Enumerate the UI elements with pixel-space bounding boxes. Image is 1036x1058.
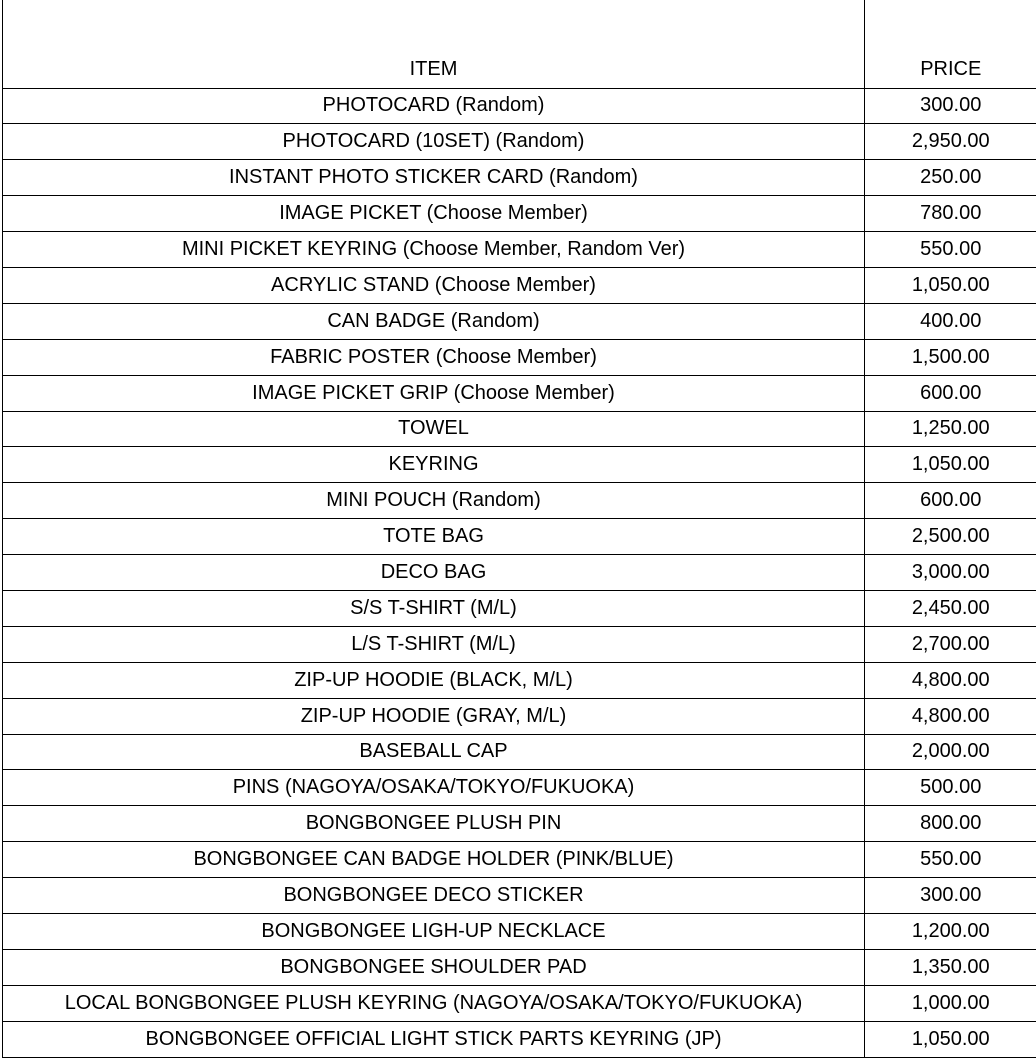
price-cell[interactable]: 1,200.00: [865, 913, 1036, 949]
table-row: [3, 411, 1036, 447]
price-cell[interactable]: 550.00: [865, 232, 1036, 268]
item-cell[interactable]: MINI POUCH (Random): [3, 483, 865, 519]
item-cell[interactable]: TOWEL: [3, 411, 865, 447]
item-cell[interactable]: BASEBALL CAP: [3, 734, 865, 770]
price-cell[interactable]: 300.00: [865, 88, 1036, 124]
price-cell[interactable]: 1,500.00: [865, 339, 1036, 375]
price-cell[interactable]: 1,050.00: [865, 1021, 1036, 1057]
table-row: [3, 842, 1036, 878]
table-row: [3, 303, 1036, 339]
item-cell[interactable]: ACRYLIC STAND (Choose Member): [3, 267, 865, 303]
price-cell[interactable]: 1,050.00: [865, 447, 1036, 483]
table-row: [3, 590, 1036, 626]
table-row: [3, 483, 1036, 519]
price-table: [2, 0, 1036, 1058]
table-row: [3, 124, 1036, 160]
item-cell[interactable]: ZIP-UP HOODIE (BLACK, M/L): [3, 662, 865, 698]
table-row: [3, 447, 1036, 483]
price-column-header[interactable]: PRICE: [865, 0, 1036, 88]
price-cell[interactable]: 2,500.00: [865, 519, 1036, 555]
price-cell[interactable]: 1,350.00: [865, 949, 1036, 985]
item-cell[interactable]: IMAGE PICKET GRIP (Choose Member): [3, 375, 865, 411]
table-row: [3, 1021, 1036, 1057]
item-cell[interactable]: FABRIC POSTER (Choose Member): [3, 339, 865, 375]
item-cell[interactable]: BONGBONGEE CAN BADGE HOLDER (PINK/BLUE): [3, 842, 865, 878]
table-body: [3, 88, 1036, 1057]
item-cell[interactable]: PHOTOCARD (10SET) (Random): [3, 124, 865, 160]
price-cell[interactable]: 1,250.00: [865, 411, 1036, 447]
price-cell[interactable]: 500.00: [865, 770, 1036, 806]
item-cell[interactable]: TOTE BAG: [3, 519, 865, 555]
table-row: [3, 267, 1036, 303]
price-cell[interactable]: 2,000.00: [865, 734, 1036, 770]
item-cell[interactable]: IMAGE PICKET (Choose Member): [3, 196, 865, 232]
price-cell[interactable]: 2,700.00: [865, 626, 1036, 662]
item-cell[interactable]: BONGBONGEE PLUSH PIN: [3, 806, 865, 842]
table-row: [3, 698, 1036, 734]
price-cell[interactable]: 1,050.00: [865, 267, 1036, 303]
table-row: [3, 160, 1036, 196]
price-cell[interactable]: 1,000.00: [865, 985, 1036, 1021]
table-row: [3, 555, 1036, 591]
table-row: [3, 734, 1036, 770]
item-cell[interactable]: PINS (NAGOYA/OSAKA/TOKYO/FUKUOKA): [3, 770, 865, 806]
price-cell[interactable]: 550.00: [865, 842, 1036, 878]
table-row: [3, 913, 1036, 949]
table-row: [3, 949, 1036, 985]
table-row: [3, 232, 1036, 268]
item-cell[interactable]: MINI PICKET KEYRING (Choose Member, Random Ver): [3, 232, 865, 268]
price-cell[interactable]: 4,800.00: [865, 662, 1036, 698]
item-cell[interactable]: DECO BAG: [3, 555, 865, 591]
table-row: [3, 806, 1036, 842]
price-cell[interactable]: 400.00: [865, 303, 1036, 339]
item-cell[interactable]: BONGBONGEE SHOULDER PAD: [3, 949, 865, 985]
item-cell[interactable]: KEYRING: [3, 447, 865, 483]
item-cell[interactable]: CAN BADGE (Random): [3, 303, 865, 339]
price-cell[interactable]: 800.00: [865, 806, 1036, 842]
price-cell[interactable]: 300.00: [865, 878, 1036, 914]
price-cell[interactable]: 4,800.00: [865, 698, 1036, 734]
table-row: [3, 662, 1036, 698]
item-cell[interactable]: ZIP-UP HOODIE (GRAY, M/L): [3, 698, 865, 734]
price-cell[interactable]: 2,950.00: [865, 124, 1036, 160]
item-cell[interactable]: BONGBONGEE LIGH-UP NECKLACE: [3, 913, 865, 949]
item-cell[interactable]: LOCAL BONGBONGEE PLUSH KEYRING (NAGOYA/OSAKA/TOKYO/FUKUOKA): [3, 985, 865, 1021]
price-cell[interactable]: 600.00: [865, 483, 1036, 519]
table-row: [3, 196, 1036, 232]
table-row: [3, 375, 1036, 411]
item-cell[interactable]: BONGBONGEE DECO STICKER: [3, 878, 865, 914]
header-row: [3, 0, 1036, 88]
price-cell[interactable]: 3,000.00: [865, 555, 1036, 591]
price-cell[interactable]: 250.00: [865, 160, 1036, 196]
table-row: [3, 985, 1036, 1021]
table-row: [3, 626, 1036, 662]
item-cell[interactable]: BONGBONGEE OFFICIAL LIGHT STICK PARTS KEYRING (JP): [3, 1021, 865, 1057]
item-cell[interactable]: INSTANT PHOTO STICKER CARD (Random): [3, 160, 865, 196]
table-row: [3, 339, 1036, 375]
table-row: [3, 88, 1036, 124]
table-row: [3, 770, 1036, 806]
price-cell[interactable]: 600.00: [865, 375, 1036, 411]
table-row: [3, 519, 1036, 555]
table-row: [3, 878, 1036, 914]
price-cell[interactable]: 780.00: [865, 196, 1036, 232]
item-cell[interactable]: L/S T-SHIRT (M/L): [3, 626, 865, 662]
price-cell[interactable]: 2,450.00: [865, 590, 1036, 626]
item-cell[interactable]: S/S T-SHIRT (M/L): [3, 590, 865, 626]
item-cell[interactable]: PHOTOCARD (Random): [3, 88, 865, 124]
item-column-header[interactable]: ITEM: [3, 0, 865, 88]
